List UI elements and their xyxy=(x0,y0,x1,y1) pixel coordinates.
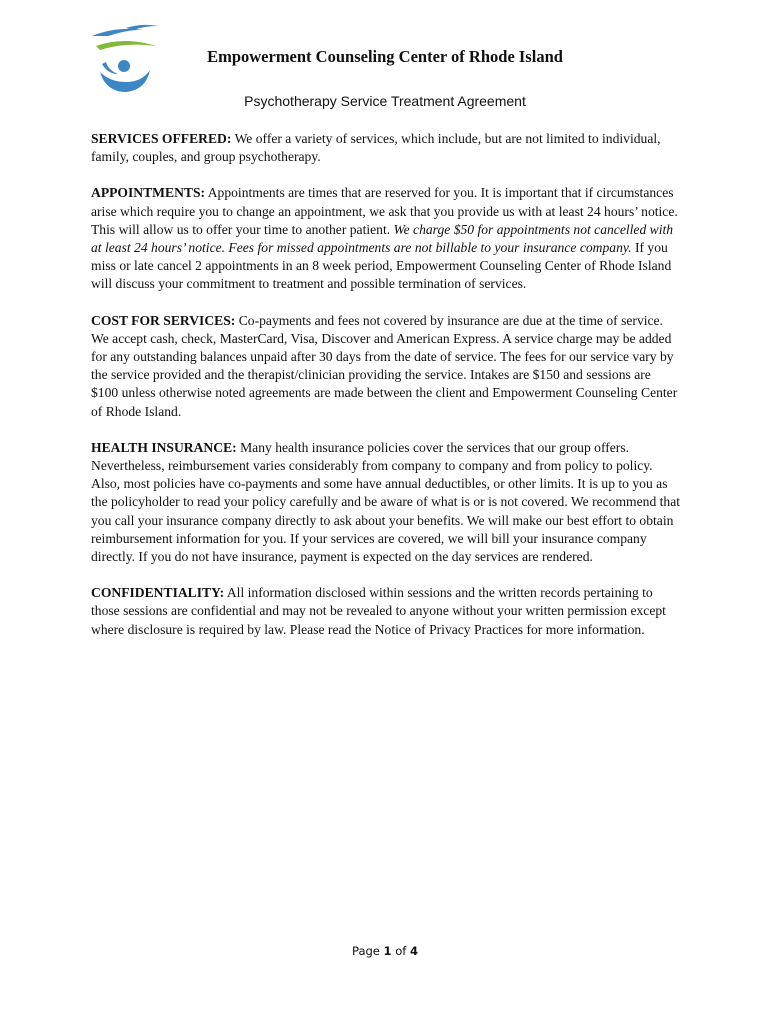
document-body xyxy=(91,130,681,657)
page-total: 4 xyxy=(409,944,418,958)
section-heading: HEALTH INSURANCE: xyxy=(91,439,237,455)
page-title: Empowerment Counseling Center of Rhode Island xyxy=(207,47,563,66)
section-text-italic: We charge $50 for appointments not cancelled with at least 24 hours’ notice. Fees for missed appointments are not billable to your insurance company. xyxy=(91,221,674,256)
section-appointments xyxy=(91,184,681,293)
page-label: Page xyxy=(352,944,380,958)
section-heading: COST FOR SERVICES: xyxy=(91,312,236,328)
section-heading: CONFIDENTIALITY: xyxy=(91,585,225,601)
section-text: Many health insurance policies cover the services that our group offers. Nevertheless, reimbursement varies considerably from company to company and from policy to policy. Also, most policies have co-payments and some have annual deductibles, or other limits. It is up to you as the policyholder to read your policy carefully and be aware of what is or is not covered. We recommend that you call your insurance company directly to ask about your benefits. We will make our best effort to obtain reimbursement information for you. If your services are covered, we will bill your insurance company directly. If you do not have insurance, payment is expected on the day services are rendered. xyxy=(91,439,681,565)
section-text: We offer a variety of services, which include, but are not limited to individual, family, couples, and group psychotherapy. xyxy=(91,131,661,165)
counseling-center-logo-icon xyxy=(86,20,162,96)
section-insurance xyxy=(91,439,681,566)
section-cost xyxy=(91,312,681,421)
section-text: Co-payments and fees not covered by insurance are due at the time of service. We accept cash, check, MasterCard, Visa, Discover and American Express. A service charge may be added for any outstanding balances unpaid after 30 days from the date of service. The fees for our service vary by the service provided and the therapist/clinician providing the service. Intakes are $150 and sessions are $100 unless otherwise noted agreements are made between the client and Empowerment Counseling Center of Rhode Island. xyxy=(91,312,678,419)
of-label: of xyxy=(395,944,407,958)
section-services xyxy=(91,130,681,166)
section-heading: SERVICES OFFERED: xyxy=(91,131,232,146)
section-heading: APPOINTMENTS: xyxy=(91,185,206,201)
page-footer xyxy=(0,944,770,958)
section-text: If you miss or late cancel 2 appointments in an 8 week period, Empowerment Counseling Center of Rhode Island will discuss your commitment to treatment and possible termination of services. xyxy=(91,240,672,292)
section-text: All information disclosed within sessions and the written records pertaining to those sessions are confidential and may not be revealed to anyone without your written permission except where disclosure is required by law. Please read the Notice of Privacy Practices for more information. xyxy=(91,585,666,637)
section-text: Appointments are times that are reserved for you. It is important that if circumstances arise which require you to change an appointment, we ask that you provide us with at least 24 hours’ notice. This will allow us to offer your time to another patient. xyxy=(91,185,678,237)
page-number: 1 xyxy=(383,944,392,958)
section-confidentiality xyxy=(91,584,681,639)
page-subtitle: Psychotherapy Service Treatment Agreement xyxy=(244,93,526,109)
